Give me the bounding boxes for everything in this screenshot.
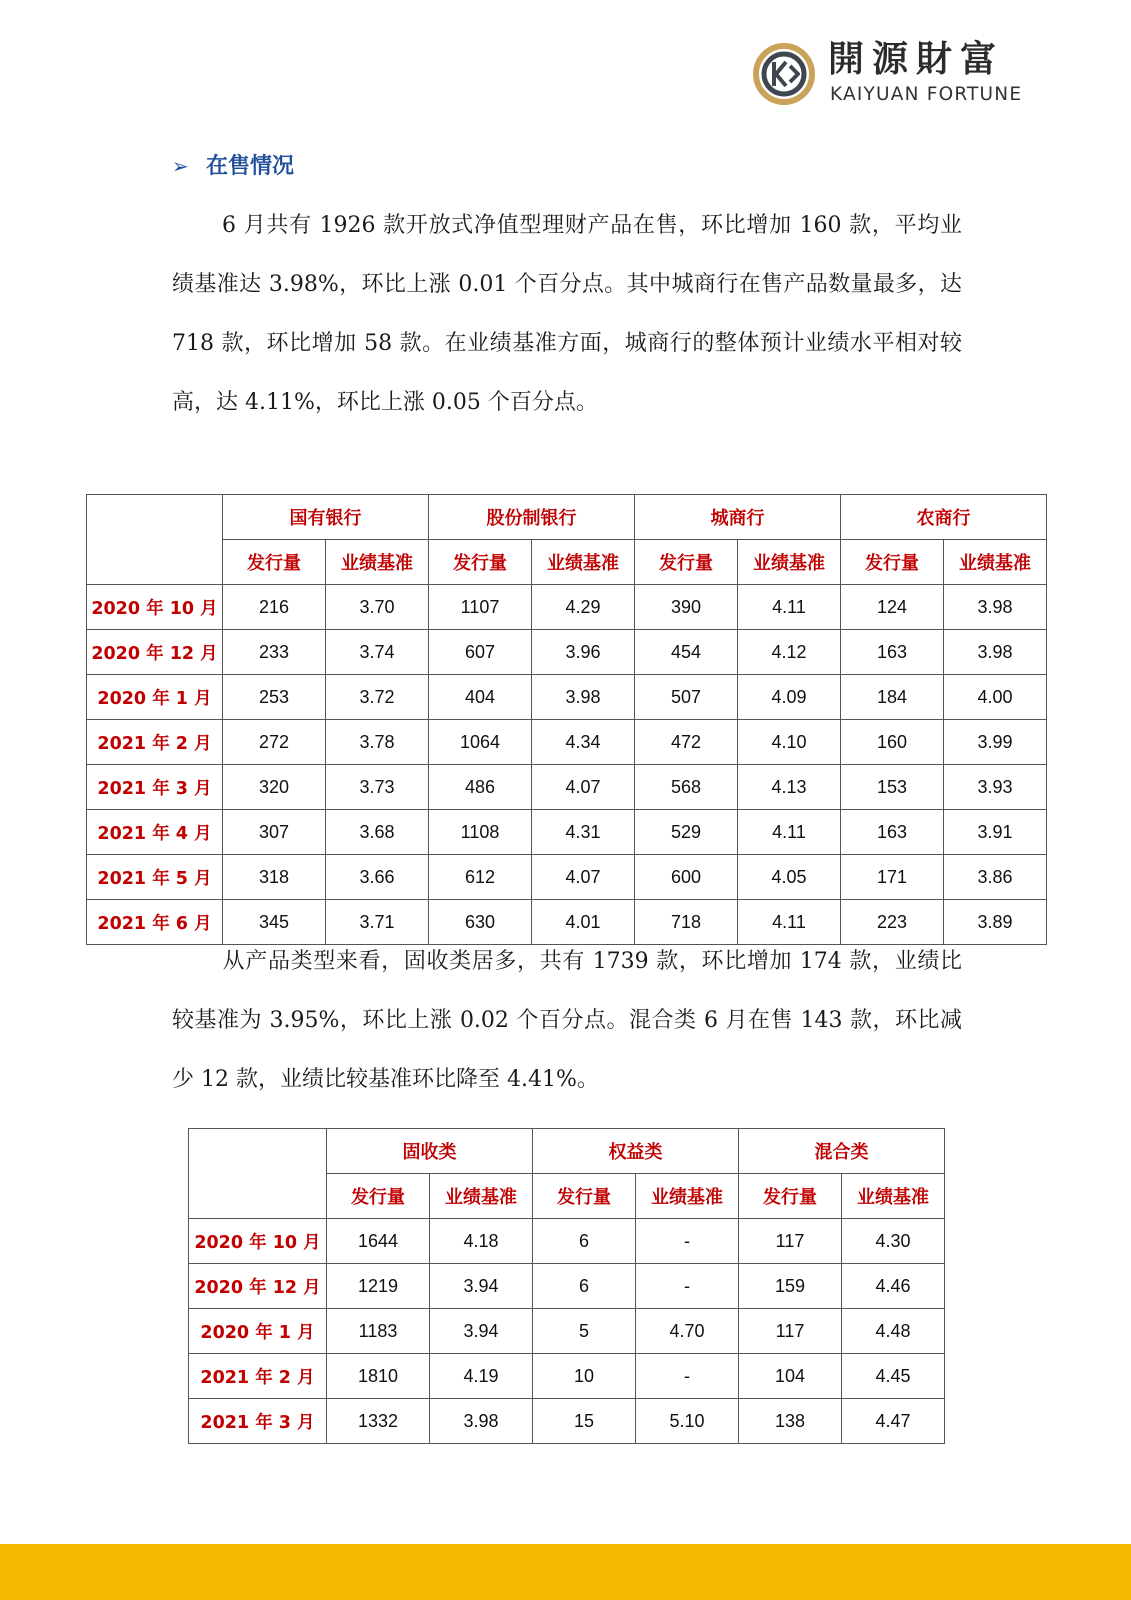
group-header: 农商行 xyxy=(841,495,1047,540)
table-cell: 138 xyxy=(739,1399,842,1444)
table-cell: 163 xyxy=(841,630,944,675)
table-cell: 4.48 xyxy=(842,1309,945,1354)
table-cell: 345 xyxy=(223,900,326,945)
table-row xyxy=(189,1399,945,1444)
table-cell: 3.68 xyxy=(326,810,429,855)
table-cell: 630 xyxy=(429,900,532,945)
table-cell: 6 xyxy=(533,1219,636,1264)
subheader-cell: 发行量 xyxy=(429,540,532,585)
product-type-table xyxy=(188,1128,945,1444)
table-header-row xyxy=(189,1129,945,1174)
table-cell: 3.94 xyxy=(430,1309,533,1354)
brand-name-en: KAIYUAN FORTUNE xyxy=(830,84,1023,105)
table-cell: 3.66 xyxy=(326,855,429,900)
subheader-cell: 业绩基准 xyxy=(842,1174,945,1219)
table-row xyxy=(189,1354,945,1399)
table-cell: 3.98 xyxy=(944,630,1047,675)
row-label: 2021 年 6 月 xyxy=(87,900,223,945)
table-cell: 4.34 xyxy=(532,720,635,765)
group-header: 城商行 xyxy=(635,495,841,540)
table-row xyxy=(87,675,1047,720)
table-cell: 454 xyxy=(635,630,738,675)
table-cell: 568 xyxy=(635,765,738,810)
table-cell: 612 xyxy=(429,855,532,900)
table-cell: 1332 xyxy=(327,1399,430,1444)
table-cell: 163 xyxy=(841,810,944,855)
subheader-cell: 业绩基准 xyxy=(636,1174,739,1219)
table-cell: 486 xyxy=(429,765,532,810)
table-cell: 5.10 xyxy=(636,1399,739,1444)
table-cell: 3.93 xyxy=(944,765,1047,810)
row-label: 2020 年 12 月 xyxy=(189,1264,327,1309)
paragraph-text: 6 月共有 1926 款开放式净值型理财产品在售，环比增加 160 款，平均业绩基准达 3.98%，环比上涨 0.01 个百分点。其中城商行在售产品数量最多，达 718 款，环比增加 58 款。在业绩基准方面，城商行的整体预计业绩水平相对较高，达 4.11%，环比上涨 0.05 个百分点。 xyxy=(172,213,962,415)
table-cell: 318 xyxy=(223,855,326,900)
table-cell: 216 xyxy=(223,585,326,630)
table-cell: 4.11 xyxy=(738,900,841,945)
table-cell: 320 xyxy=(223,765,326,810)
table-cell: 3.72 xyxy=(326,675,429,720)
company-logo xyxy=(752,40,1042,112)
table-cell: 171 xyxy=(841,855,944,900)
table-row xyxy=(87,855,1047,900)
arrow-bullet-icon: ➢ xyxy=(172,154,189,178)
row-label: 2021 年 3 月 xyxy=(189,1399,327,1444)
group-header: 权益类 xyxy=(533,1129,739,1174)
table-cell: 159 xyxy=(739,1264,842,1309)
table-cell: 3.78 xyxy=(326,720,429,765)
subheader-cell: 业绩基准 xyxy=(430,1174,533,1219)
row-label: 2021 年 4 月 xyxy=(87,810,223,855)
table-cell: 1064 xyxy=(429,720,532,765)
table-cell: 4.00 xyxy=(944,675,1047,720)
table-cell: 390 xyxy=(635,585,738,630)
table-cell: 4.18 xyxy=(430,1219,533,1264)
table-cell: 4.19 xyxy=(430,1354,533,1399)
table-cell: 6 xyxy=(533,1264,636,1309)
table-cell: - xyxy=(636,1219,739,1264)
footer-bar xyxy=(0,1544,1131,1600)
subheader-cell: 业绩基准 xyxy=(326,540,429,585)
table-row xyxy=(189,1309,945,1354)
table-cell: 3.91 xyxy=(944,810,1047,855)
corner-cell xyxy=(189,1129,327,1219)
bank-type-table xyxy=(86,494,1047,945)
table-cell: 4.11 xyxy=(738,810,841,855)
row-label: 2020 年 12 月 xyxy=(87,630,223,675)
table-cell: 272 xyxy=(223,720,326,765)
group-header: 国有银行 xyxy=(223,495,429,540)
table-cell: 307 xyxy=(223,810,326,855)
table-cell: 3.94 xyxy=(430,1264,533,1309)
table-cell: 253 xyxy=(223,675,326,720)
row-label: 2021 年 2 月 xyxy=(189,1354,327,1399)
table-cell: 1107 xyxy=(429,585,532,630)
subheader-cell: 业绩基准 xyxy=(532,540,635,585)
table-row xyxy=(87,630,1047,675)
row-label: 2021 年 2 月 xyxy=(87,720,223,765)
subheader-cell: 发行量 xyxy=(533,1174,636,1219)
group-header: 股份制银行 xyxy=(429,495,635,540)
table-cell: 153 xyxy=(841,765,944,810)
table-cell: 529 xyxy=(635,810,738,855)
corner-cell xyxy=(87,495,223,585)
table-cell: 10 xyxy=(533,1354,636,1399)
table-cell: - xyxy=(636,1354,739,1399)
table-row xyxy=(87,810,1047,855)
row-label: 2021 年 5 月 xyxy=(87,855,223,900)
table-body xyxy=(189,1219,945,1444)
row-label: 2020 年 10 月 xyxy=(189,1219,327,1264)
table-cell: 4.07 xyxy=(532,765,635,810)
table-cell: 184 xyxy=(841,675,944,720)
table-cell: 117 xyxy=(739,1219,842,1264)
row-label: 2020 年 1 月 xyxy=(189,1309,327,1354)
table-cell: 4.29 xyxy=(532,585,635,630)
table-cell: - xyxy=(636,1264,739,1309)
table-cell: 3.86 xyxy=(944,855,1047,900)
subheader-cell: 业绩基准 xyxy=(738,540,841,585)
table-cell: 4.12 xyxy=(738,630,841,675)
table-row xyxy=(189,1264,945,1309)
table-cell: 4.13 xyxy=(738,765,841,810)
table-cell: 4.45 xyxy=(842,1354,945,1399)
table-cell: 607 xyxy=(429,630,532,675)
paragraph-on-sale-summary xyxy=(172,196,962,432)
subheader-cell: 发行量 xyxy=(223,540,326,585)
subheader-cell: 发行量 xyxy=(327,1174,430,1219)
group-header: 混合类 xyxy=(739,1129,945,1174)
table-cell: 15 xyxy=(533,1399,636,1444)
paragraph-product-type-summary xyxy=(172,932,962,1109)
table-cell: 3.98 xyxy=(532,675,635,720)
table-cell: 104 xyxy=(739,1354,842,1399)
table-cell: 1644 xyxy=(327,1219,430,1264)
subheader-cell: 业绩基准 xyxy=(944,540,1047,585)
table-row xyxy=(87,765,1047,810)
table-subheader-row xyxy=(87,540,1047,585)
table-cell: 4.31 xyxy=(532,810,635,855)
kaiyuan-logo-icon xyxy=(752,42,816,106)
paragraph-text: 从产品类型来看，固收类居多，共有 1739 款，环比增加 174 款，业绩比较基准为 3.95%，环比上涨 0.02 个百分点。混合类 6 月在售 143 款，环比减少 12 款，业绩比较基准环比降至 4.41%。 xyxy=(172,949,962,1092)
table-cell: 4.47 xyxy=(842,1399,945,1444)
row-label: 2020 年 10 月 xyxy=(87,585,223,630)
table-cell: 4.11 xyxy=(738,585,841,630)
table-cell: 3.74 xyxy=(326,630,429,675)
table-cell: 507 xyxy=(635,675,738,720)
brand-name-cn: 開源財富 xyxy=(828,39,1005,80)
table-cell: 4.46 xyxy=(842,1264,945,1309)
table-row xyxy=(87,720,1047,765)
table-cell: 600 xyxy=(635,855,738,900)
group-header: 固收类 xyxy=(327,1129,533,1174)
table-row xyxy=(189,1219,945,1264)
table-body xyxy=(87,585,1047,945)
table-cell: 3.71 xyxy=(326,900,429,945)
table-cell: 3.98 xyxy=(430,1399,533,1444)
table-row xyxy=(87,585,1047,630)
table-cell: 4.07 xyxy=(532,855,635,900)
subheader-cell: 发行量 xyxy=(739,1174,842,1219)
table-cell: 4.30 xyxy=(842,1219,945,1264)
table-cell: 5 xyxy=(533,1309,636,1354)
table-cell: 117 xyxy=(739,1309,842,1354)
table-cell: 404 xyxy=(429,675,532,720)
subheader-cell: 发行量 xyxy=(841,540,944,585)
subheader-cell: 发行量 xyxy=(635,540,738,585)
table-cell: 223 xyxy=(841,900,944,945)
table-cell: 124 xyxy=(841,585,944,630)
table-header-row xyxy=(87,495,1047,540)
table-cell: 4.10 xyxy=(738,720,841,765)
section-heading xyxy=(172,148,294,184)
table-cell: 3.70 xyxy=(326,585,429,630)
table-cell: 1810 xyxy=(327,1354,430,1399)
table-cell: 3.99 xyxy=(944,720,1047,765)
table-cell: 4.09 xyxy=(738,675,841,720)
table-cell: 3.98 xyxy=(944,585,1047,630)
table-cell: 233 xyxy=(223,630,326,675)
table-cell: 3.96 xyxy=(532,630,635,675)
table-cell: 1219 xyxy=(327,1264,430,1309)
row-label: 2021 年 3 月 xyxy=(87,765,223,810)
table-cell: 1108 xyxy=(429,810,532,855)
table-cell: 472 xyxy=(635,720,738,765)
table-cell: 718 xyxy=(635,900,738,945)
table-cell: 4.01 xyxy=(532,900,635,945)
table-cell: 4.05 xyxy=(738,855,841,900)
row-label: 2020 年 1 月 xyxy=(87,675,223,720)
table-cell: 1183 xyxy=(327,1309,430,1354)
table-cell: 3.73 xyxy=(326,765,429,810)
table-cell: 160 xyxy=(841,720,944,765)
table-cell: 4.70 xyxy=(636,1309,739,1354)
section-title-text: 在售情况 xyxy=(206,154,295,179)
table-cell: 3.89 xyxy=(944,900,1047,945)
